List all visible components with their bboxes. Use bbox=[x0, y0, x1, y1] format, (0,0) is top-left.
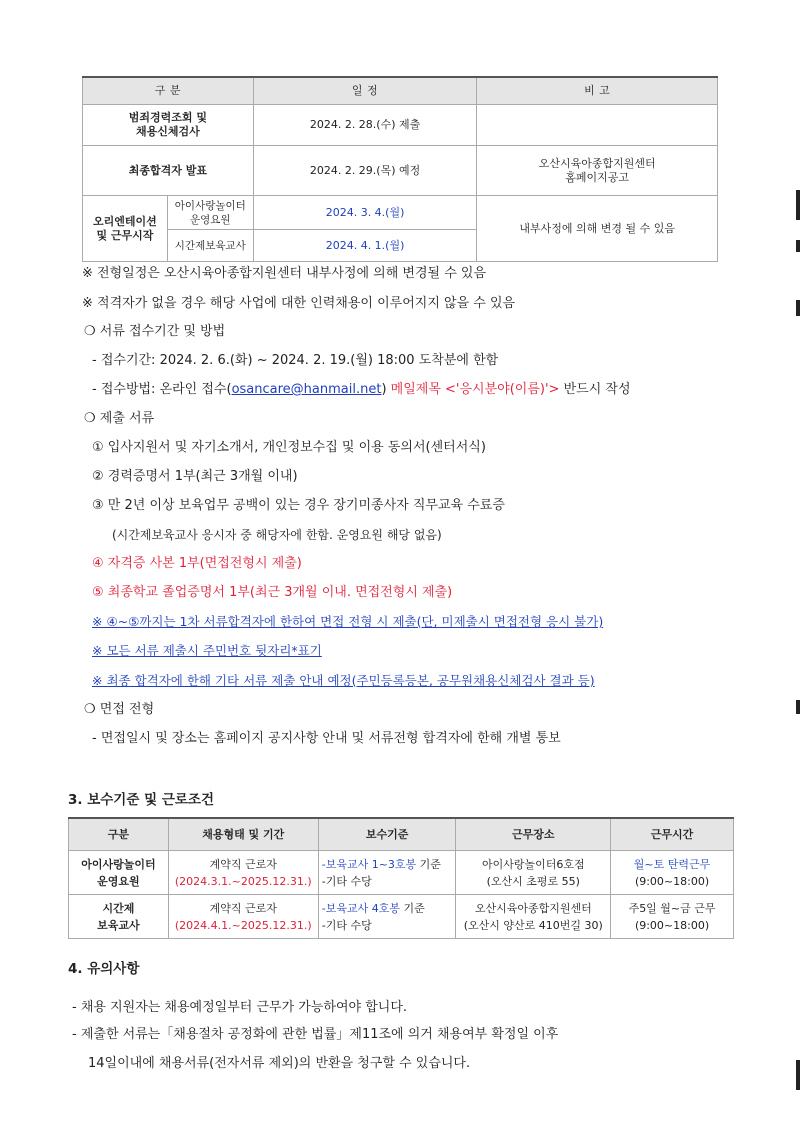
schedule-row-note: 내부사정에 의해 변경 될 수 있음 bbox=[477, 196, 718, 262]
pay-time: 주5일 월~금 근무 bbox=[628, 901, 716, 915]
docs-item: ④ 자격증 사본 1부(면접전형시 제출) bbox=[92, 556, 302, 571]
pay-row-time bbox=[611, 851, 734, 895]
section4-title: 4. 유의사항 bbox=[68, 961, 140, 977]
apply-method-prefix: - 접수방법: 온라인 접수( bbox=[92, 382, 232, 397]
pay-header-cell: 보수기준 bbox=[318, 818, 456, 851]
pay-header-cell: 근무시간 bbox=[611, 818, 734, 851]
pay-row-name: 아이사랑놀이터 운영요원 bbox=[69, 851, 169, 895]
edge-mark bbox=[796, 700, 800, 714]
docs-notice: ※ ④~⑤까지는 1차 서류합격자에 한하여 면접 전형 시 제출(단, 미제출시 면접전형 응시 불가) bbox=[92, 614, 604, 629]
interview-heading: ❍ 면접 전형 bbox=[84, 702, 155, 717]
pay-type: 계약직 근로자 bbox=[209, 901, 277, 915]
edge-mark bbox=[796, 1060, 800, 1090]
schedule-note: ※ 전형일정은 오산시육아종합지원센터 내부사정에 의해 변경될 수 있음 bbox=[82, 266, 487, 281]
edge-mark bbox=[796, 190, 800, 220]
apply-heading: ❍ 서류 접수기간 및 방법 bbox=[84, 324, 226, 339]
pay-standard: -보육교사 4호봉 bbox=[321, 901, 400, 915]
docs-item: ③ 만 2년 이상 보육업무 공백이 있는 경우 장기미종사자 직무교육 수료증 bbox=[92, 498, 505, 513]
pay-row-place bbox=[456, 851, 611, 895]
pay-row-standard bbox=[318, 851, 456, 895]
pay-header-cell: 구분 bbox=[69, 818, 169, 851]
docs-item-note: (시간제보육교사 응시자 중 해당자에 한함. 운영요원 해당 없음) bbox=[112, 528, 442, 542]
pay-standard: -보육교사 1~3호봉 bbox=[321, 857, 417, 871]
docs-item: ① 입사지원서 및 자기소개서, 개인정보수집 및 이용 동의서(센터서식) bbox=[92, 440, 486, 455]
schedule-row-note: 오산시육아종합지원센터 홈페이지공고 bbox=[477, 146, 718, 196]
pay-period: (2024.3.1.~2025.12.31.) bbox=[174, 874, 312, 888]
pay-header-row bbox=[69, 818, 734, 851]
schedule-row-date: 2024. 2. 28.(수) 제출 bbox=[253, 105, 477, 146]
pay-header-cell: 근무장소 bbox=[456, 818, 611, 851]
schedule-header-row bbox=[83, 77, 718, 105]
docs-item: ⑤ 최종학교 졸업증명서 1부(최근 3개월 이내. 면접전형시 제출) bbox=[92, 585, 453, 600]
pay-hours: (9:00~18:00) bbox=[634, 874, 710, 888]
schedule-row-note bbox=[477, 105, 718, 146]
pay-row-time bbox=[611, 895, 734, 939]
pay-place: 아이사랑놀이터6호점 bbox=[481, 857, 585, 871]
notice-line: - 제출한 서류는「채용절차 공정화에 관한 법률」제11조에 의거 채용여부 확정일 이후 bbox=[72, 1027, 559, 1042]
schedule-row-date: 2024. 2. 29.(목) 예정 bbox=[253, 146, 477, 196]
pay-row-place bbox=[456, 895, 611, 939]
schedule-sub-label: 아이사랑놀이터 운영요원 bbox=[167, 196, 253, 230]
apply-period: - 접수기간: 2024. 2. 6.(화) ~ 2024. 2. 19.(월) 18:00 도착분에 한함 bbox=[92, 353, 499, 368]
schedule-row bbox=[83, 196, 718, 230]
pay-row bbox=[69, 895, 734, 939]
interview-detail: - 면접일시 및 장소는 홈페이지 공지사항 안내 및 서류전형 합격자에 한해 개별 통보 bbox=[92, 731, 561, 746]
edge-mark bbox=[796, 240, 800, 252]
pay-type: 계약직 근로자 bbox=[209, 857, 277, 871]
schedule-table bbox=[82, 76, 718, 262]
pay-row-standard bbox=[318, 895, 456, 939]
apply-method bbox=[92, 381, 631, 399]
apply-method-subject: 메일제목 <'응시분야(이름)'> bbox=[390, 382, 560, 397]
docs-item: ② 경력증명서 1부(최근 3개월 이내) bbox=[92, 469, 298, 484]
pay-row-name: 시간제 보육교사 bbox=[69, 895, 169, 939]
pay-hours: (9:00~18:00) bbox=[634, 918, 710, 932]
apply-email-link[interactable]: osancare@hanmail.net bbox=[231, 382, 382, 397]
pay-header-cell: 채용형태 및 기간 bbox=[168, 818, 318, 851]
pay-allowance: -기타 수당 bbox=[321, 874, 372, 888]
schedule-row-label: 오리엔테이션 및 근무시작 bbox=[83, 196, 168, 262]
schedule-row-label: 최종합격자 발표 bbox=[83, 146, 254, 196]
pay-row-type bbox=[168, 895, 318, 939]
notice-line: 14일이내에 채용서류(전자서류 제외)의 반환을 청구할 수 있습니다. bbox=[88, 1056, 471, 1071]
pay-address: (오산시 양산로 410번길 30) bbox=[463, 918, 603, 932]
section3-title: 3. 보수기준 및 근로조건 bbox=[68, 792, 214, 808]
pay-table bbox=[68, 817, 734, 939]
pay-address: (오산시 초평로 55) bbox=[486, 874, 580, 888]
schedule-header-category: 구 분 bbox=[83, 77, 254, 105]
schedule-note: ※ 적격자가 없을 경우 해당 사업에 대한 인력채용이 이루어지지 않을 수 있음 bbox=[82, 296, 516, 311]
pay-standard-tail: 기준 bbox=[399, 901, 425, 915]
pay-row bbox=[69, 851, 734, 895]
apply-method-mid: ) bbox=[381, 382, 391, 397]
schedule-row-label: 범죄경력조회 및 채용신체검사 bbox=[83, 105, 254, 146]
pay-row-type bbox=[168, 851, 318, 895]
pay-place: 오산시육아종합지원센터 bbox=[474, 901, 592, 915]
schedule-row bbox=[83, 146, 718, 196]
notice-line: - 채용 지원자는 채용예정일부터 근무가 가능하여야 합니다. bbox=[72, 1000, 408, 1015]
schedule-row bbox=[83, 105, 718, 146]
pay-allowance: -기타 수당 bbox=[321, 918, 372, 932]
edge-mark bbox=[796, 300, 800, 316]
docs-heading: ❍ 제출 서류 bbox=[84, 411, 155, 426]
schedule-sub-label: 시간제보육교사 bbox=[167, 230, 253, 262]
pay-time: 월~토 탄력근무 bbox=[633, 857, 711, 871]
pay-standard-tail: 기준 bbox=[416, 857, 441, 871]
schedule-header-note: 비 고 bbox=[477, 77, 718, 105]
docs-notice: ※ 모든 서류 제출시 주민번호 뒷자리*표기 bbox=[92, 643, 322, 658]
schedule-row-date: 2024. 4. 1.(월) bbox=[253, 230, 477, 262]
pay-period: (2024.4.1.~2025.12.31.) bbox=[174, 918, 312, 932]
apply-method-suffix: 반드시 작성 bbox=[559, 382, 631, 397]
docs-notice: ※ 최종 합격자에 한해 기타 서류 제출 안내 예정(주민등록등본, 공무원채용신체검사 결과 등) bbox=[92, 673, 595, 688]
schedule-row-date: 2024. 3. 4.(월) bbox=[253, 196, 477, 230]
schedule-header-date: 일 정 bbox=[253, 77, 477, 105]
